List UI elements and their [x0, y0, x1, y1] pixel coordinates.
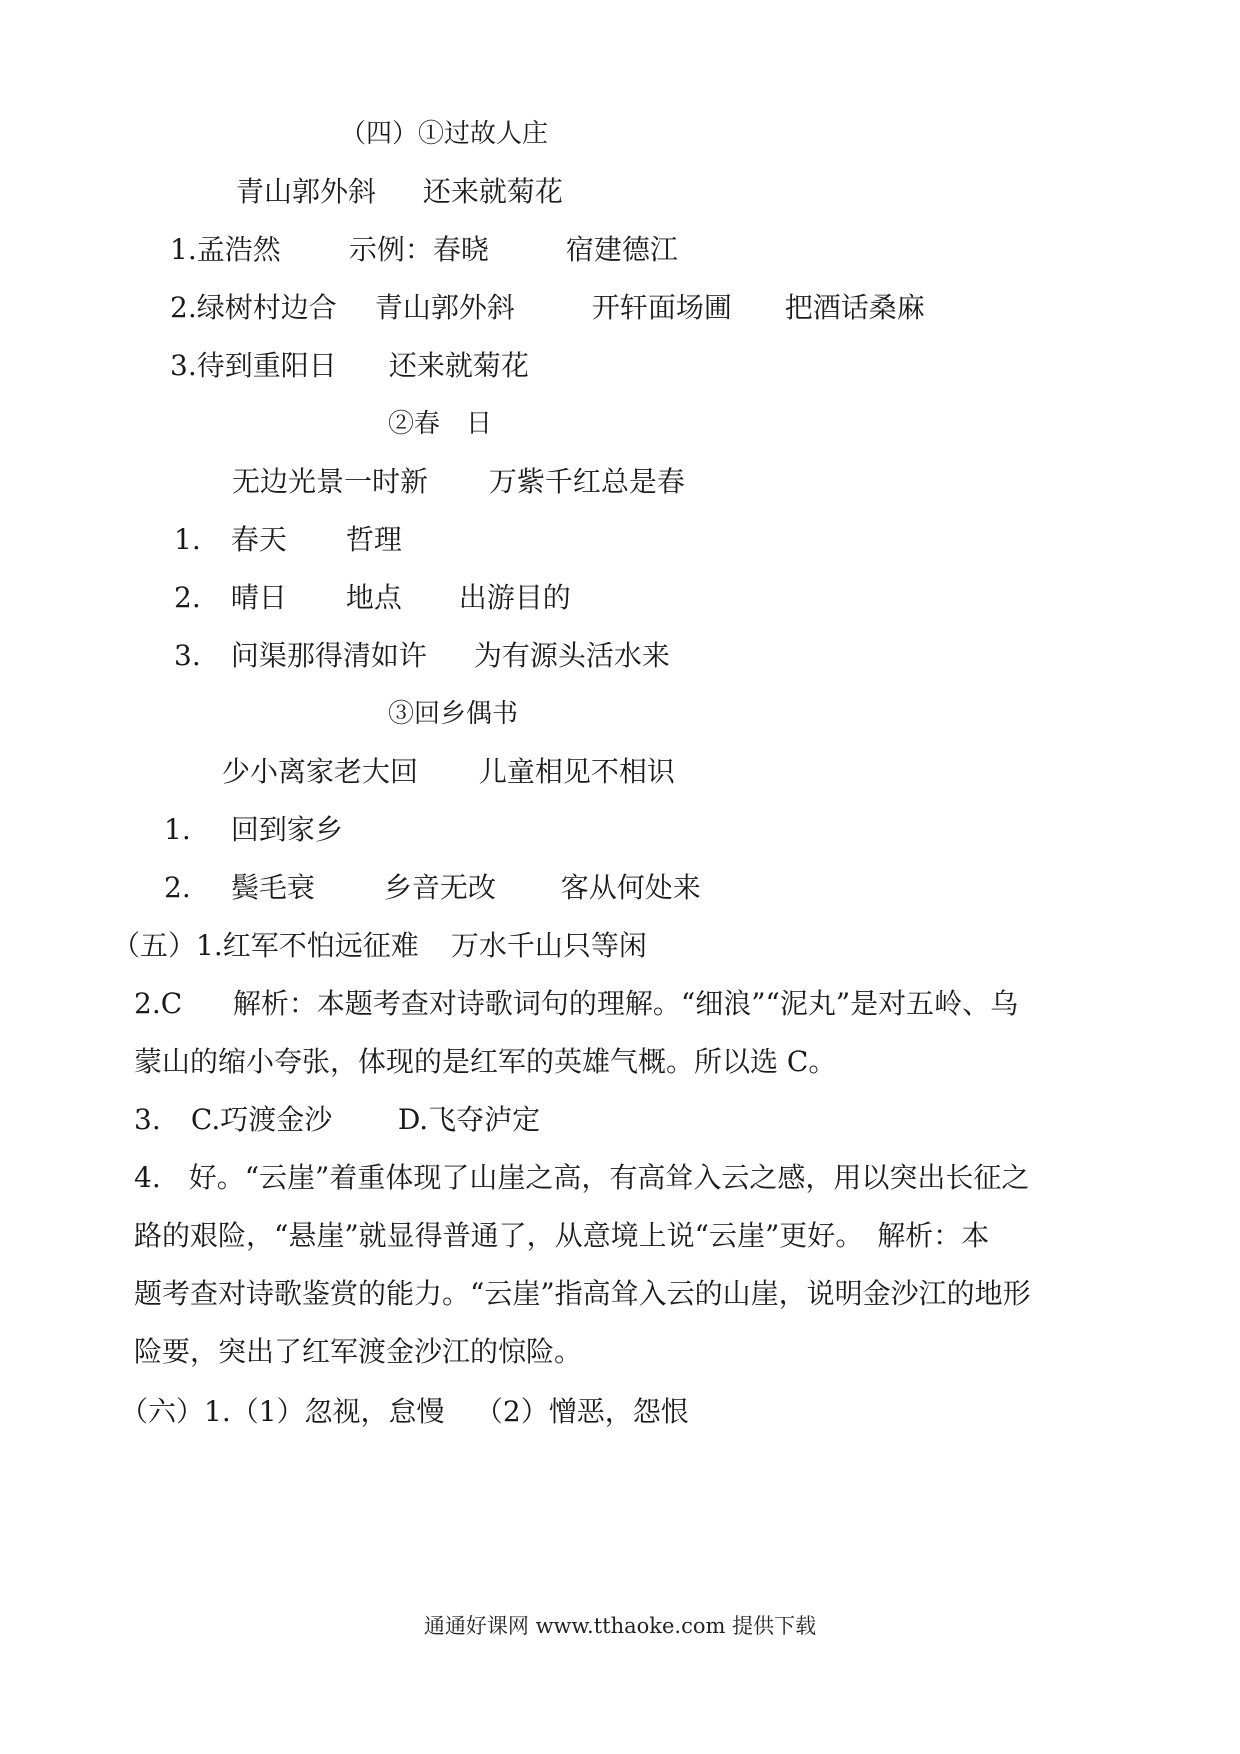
verse-a: 少小离家老大回 [222, 755, 419, 788]
answer-a: 还来就菊花 [388, 349, 529, 382]
answer-number: 3.待到重阳日 [170, 349, 337, 382]
section-five-answer-4-line4: 险要，突出了红军渡金沙江的惊险。 [134, 1335, 583, 1368]
section-five-answer-4-line1: 4. 好。“云崖”着重体现了山崖之高，有高耸入云之感，用以突出长征之 [134, 1161, 1030, 1194]
answer-a: 回到家乡 [230, 813, 343, 846]
answer-number: 2. [164, 871, 191, 904]
answer-a: 万水千山只等闲 [450, 929, 647, 962]
answer-number: 2.C [134, 987, 183, 1020]
poem1-answer-2 [170, 290, 925, 326]
section-five-answer-4-line3: 题考查对诗歌鉴赏的能力。“云崖”指高耸入云的山崖，说明金沙江的地形 [134, 1277, 1031, 1310]
answer-a: 春天 [230, 523, 287, 556]
answer-a: C.巧渡金沙 [190, 1103, 333, 1136]
page-footer: 通通好课网 www.tthaoke.com 提供下载 [423, 1614, 817, 1638]
answer-b: 为有源头活水来 [473, 639, 670, 672]
answer-number: （六）1.（1）忽视，怠慢 [120, 1395, 445, 1428]
answer-number: 2. [174, 581, 201, 614]
answer-explanation: 解析：本题考查对诗歌词句的理解。“细浪”“泥丸”是对五岭、乌 [232, 987, 1019, 1020]
answer-a: 青山郭外斜 [374, 291, 515, 324]
answer-c: 把酒话桑麻 [784, 291, 925, 324]
answer-a: （2）憎恶，怨恨 [474, 1395, 689, 1428]
poem1-answer-1 [170, 232, 678, 268]
answer-b: 乡音无改 [383, 871, 496, 904]
poem2-answer-3 [174, 638, 670, 674]
poem2-answer-1 [174, 522, 402, 558]
answer-number: 1. [164, 813, 191, 846]
answer-a: 鬓毛衰 [230, 871, 315, 904]
verse-b: 万紫千红总是春 [488, 465, 685, 498]
answer-number: （五）1.红军不怕远征难 [112, 929, 419, 962]
answer-b: 哲理 [345, 523, 402, 556]
answer-c: 出游目的 [458, 581, 571, 614]
verse-a: 青山郭外斜 [236, 175, 377, 208]
section-five-answer-4-line2: 路的艰险，“悬崖”就显得普通了，从意境上说“云崖”更好。 解析：本 [134, 1219, 990, 1252]
poem2-verse-line [232, 464, 685, 500]
poem1-answer-3 [170, 348, 529, 384]
answer-a: 晴日 [230, 581, 287, 614]
verse-b: 儿童相见不相识 [478, 755, 675, 788]
poem1-verse-line [236, 174, 563, 210]
poem-title-guo-gu-ren-zhuang: （四）①过故人庄 [340, 119, 549, 149]
poem3-verse-line [222, 754, 675, 790]
answer-b: D.飞夺泸定 [397, 1103, 541, 1136]
poem-title-hui-xiang-ou-shu: ③回乡偶书 [388, 699, 519, 729]
section-five-answer-1 [112, 928, 647, 964]
poem3-answer-1 [164, 812, 343, 848]
answer-number: 3. [174, 639, 201, 672]
answer-number: 2.绿树村边合 [170, 291, 337, 324]
poem-title-chun-ri: ②春 日 [388, 409, 493, 439]
answer-a: 示例：春晓 [348, 233, 489, 266]
poem2-answer-2 [174, 580, 571, 616]
poem3-answer-2 [164, 870, 701, 906]
verse-b: 还来就菊花 [422, 175, 563, 208]
section-five-answer-3 [134, 1102, 540, 1138]
answer-c: 客从何处来 [560, 871, 701, 904]
section-six-answer-1 [120, 1394, 689, 1430]
answer-b: 开轩面场圃 [591, 291, 732, 324]
answer-number: 3. [134, 1103, 161, 1136]
section-five-answer-2-line2: 蒙山的缩小夸张，体现的是红军的英雄气概。所以选 C。 [134, 1045, 837, 1078]
verse-a: 无边光景一时新 [232, 465, 429, 498]
answer-number: 1.孟浩然 [170, 233, 281, 266]
answer-a: 问渠那得清如许 [230, 639, 427, 672]
section-five-answer-2-line1 [134, 986, 1018, 1022]
answer-b: 宿建德江 [565, 233, 678, 266]
answer-b: 地点 [345, 581, 402, 614]
answer-number: 1. [174, 523, 201, 556]
